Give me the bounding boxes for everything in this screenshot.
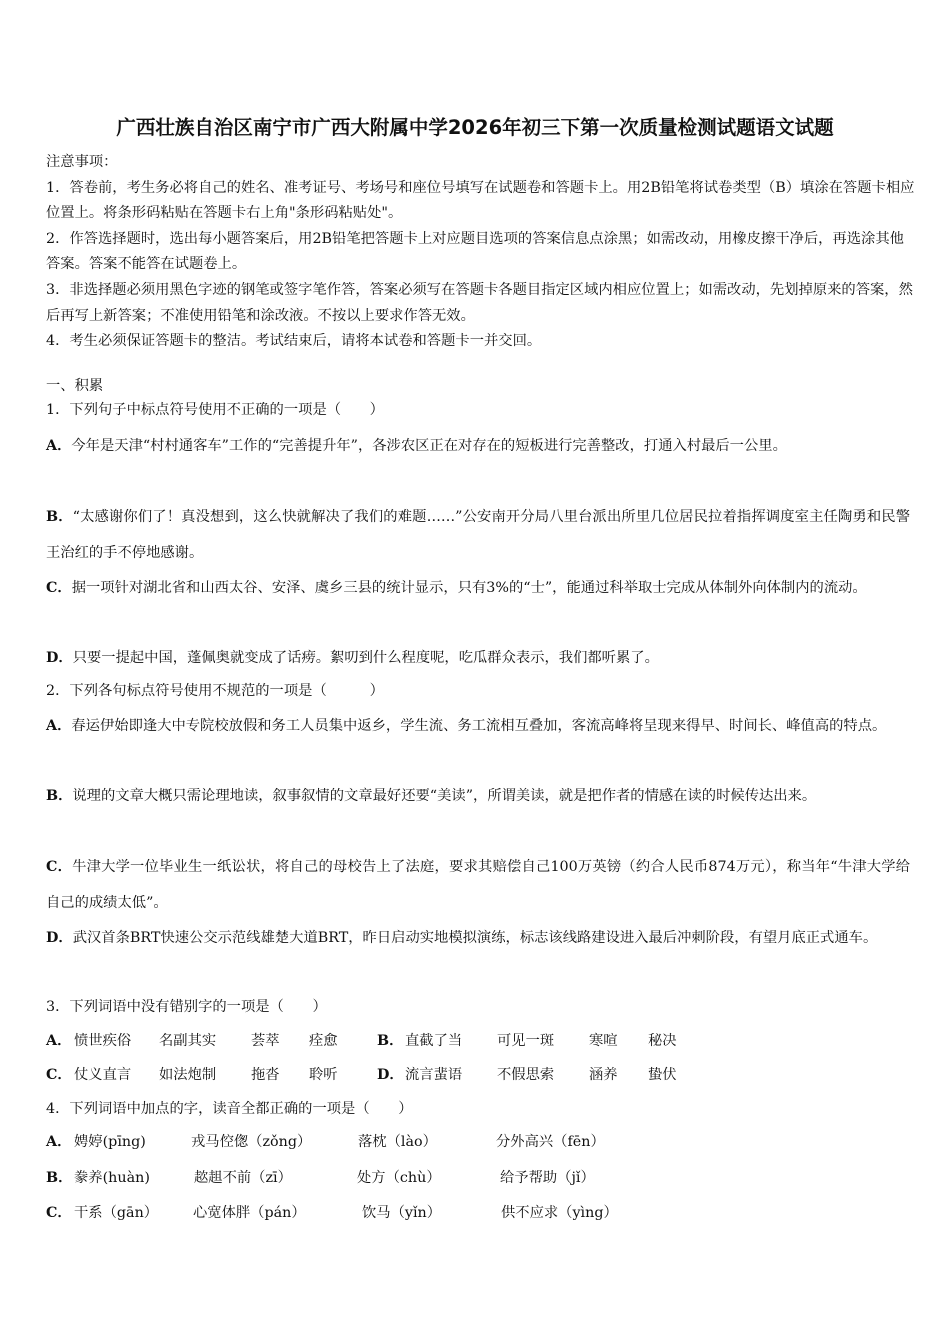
option-label: D． [46, 650, 73, 666]
option-item: 饮马（yǐn） [362, 1205, 442, 1221]
option-item: 给予帮助（jǐ） [500, 1170, 595, 1186]
option-item: 分外高兴（fēn） [496, 1134, 605, 1150]
option-label: A． [46, 438, 72, 454]
option-label: C． [46, 1067, 72, 1083]
option-label: C． [46, 1205, 72, 1221]
option-word: 名副其实 [159, 1033, 217, 1049]
option-word: 涵养 [589, 1067, 618, 1083]
option-label: A． [46, 718, 72, 734]
page-title: 广西壮族自治区南宁市广西大附属中学2026年初三下第一次质量检测试题语文试题 [116, 116, 834, 139]
option-text: 春运伊始即逢大中专院校放假和务工人员集中返乡，学生流、务工流相互叠加，客流高峰将呈现来得早、时间长、峰值高的特点。 [71, 718, 887, 734]
option-label: A． [46, 1033, 72, 1049]
option-label: C． [46, 859, 73, 875]
option-label: B． [377, 1033, 404, 1049]
option-label: D． [46, 930, 73, 946]
option-text: 据一项针对湖北省和山西太谷、安泽、虞乡三县的统计显示，只有3%的“士”，能通过科举取士完成从体制外向体制内的流动。 [71, 580, 867, 596]
question-3-stem: 3．下列词语中没有错别字的一项是（ ） [46, 999, 327, 1015]
note-item: 1．答卷前，考生务必将自己的姓名、准考证号、考场号和座位号填写在试题卷和答题卡上。用2B铅笔将试卷类型（B）填涂在答题卡相应位置上。将条形码粘贴在答题卡右上角"条形码粘贴处"。 [46, 179, 915, 222]
question-1-option-d [46, 640, 910, 676]
option-item: 趑趄不前（zī） [194, 1170, 292, 1186]
option-word: 如法炮制 [159, 1067, 217, 1083]
notes-heading: 注意事项： [46, 154, 118, 170]
question-1-option-c [46, 570, 910, 606]
option-label: B． [46, 1170, 73, 1186]
option-text: “太感谢你们了！真没想到，这么快就解决了我们的难题……”公安南开分局八里台派出所里几位居民拉着指挥调度室主任陶勇和民警王治红的手不停地感谢。 [46, 509, 910, 561]
question-2-option-c [46, 849, 910, 921]
notes-block [46, 150, 916, 355]
option-item: 豢养(huàn) [74, 1170, 150, 1186]
note-item: 4．考生必须保证答题卡的整洁。考试结束后，请将本试卷和答题卡一并交回。 [46, 333, 542, 350]
question-2-option-a [46, 708, 910, 744]
option-word: 蛰伏 [648, 1067, 677, 1083]
option-item: 供不应求（yìng） [501, 1205, 618, 1221]
option-word: 聆听 [309, 1067, 338, 1083]
option-item: 落枕（lào） [358, 1134, 437, 1150]
option-word: 荟萃 [251, 1033, 280, 1049]
option-label: B． [46, 788, 73, 804]
note-item: 3．非选择题必须用黑色字迹的钢笔或签字笔作答，答案必须写在答题卡各题目指定区域内相应位置上；如需改动，先划掉原来的答案，然后再写上新答案；不准使用铅笔和涂改液。不按以上要求作答无效。 [46, 281, 913, 324]
option-item: 干系（gān） [74, 1205, 159, 1221]
question-1-option-b [46, 499, 910, 571]
question-4-stem: 4．下列词语中加点的字，读音全都正确的一项是（ ） [46, 1101, 413, 1117]
option-item: 心宽体胖（pán） [193, 1205, 306, 1221]
option-word: 仗义直言 [74, 1067, 132, 1083]
option-item: 处方（chù） [357, 1170, 441, 1186]
option-text: 武汉首条BRT快速公交示范线雄楚大道BRT，昨日启动实地模拟演练，标志该线路建设进入最后冲刺阶段，有望月底正式通车。 [72, 930, 878, 946]
option-word: 秘决 [648, 1033, 677, 1049]
option-word: 愤世疾俗 [74, 1033, 132, 1049]
option-text: 牛津大学一位毕业生一纸讼状，将自己的母校告上了法庭，要求其赔偿自己100万英镑（约合人民币874万元），称当年“牛津大学给自己的成绩太低”。 [46, 859, 910, 911]
option-label: D． [377, 1067, 404, 1083]
question-1-stem: 1．下列句子中标点符号使用不正确的一项是（ ） [46, 402, 384, 418]
question-2-stem: 2．下列各句标点符号使用不规范的一项是（ ） [46, 683, 384, 699]
question-1-option-a [46, 428, 910, 464]
option-text: 今年是天津“村村通客车”工作的“完善提升年”，各涉农区正在对存在的短板进行完善整改，打通入村最后一公里。 [71, 438, 787, 454]
option-word: 拖沓 [251, 1067, 280, 1083]
question-2-option-d [46, 920, 910, 956]
option-word: 流言蜚语 [405, 1067, 463, 1083]
option-word: 寒喧 [589, 1033, 618, 1049]
option-item: 戎马倥偬（zǒng） [191, 1134, 312, 1150]
option-label: B． [46, 509, 73, 525]
option-label: C． [46, 580, 72, 596]
section-heading: 一、积累 [46, 378, 104, 394]
option-text: 说理的文章大概只需论理地读，叙事叙情的文章最好还要“美读”，所谓美读，就是把作者的情感在读的时候传达出来。 [72, 788, 817, 804]
note-item: 2．作答选择题时，选出每小题答案后，用2B铅笔把答题卡上对应题目选项的答案信息点涂黑；如需改动，用橡皮擦干净后，再选涂其他答案。答案不能答在试题卷上。 [46, 230, 904, 273]
question-2-option-b [46, 778, 910, 814]
option-word: 不假思索 [497, 1067, 555, 1083]
option-item: 娉婷(pīng) [74, 1134, 146, 1150]
option-text: 只要一提起中国，蓬佩奥就变成了话痨。絮叨到什么程度呢，吃瓜群众表示，我们都听累了。 [72, 650, 659, 666]
option-word: 痊愈 [309, 1033, 338, 1049]
option-label: A． [46, 1134, 72, 1150]
option-word: 直截了当 [405, 1033, 463, 1049]
option-word: 可见一斑 [497, 1033, 555, 1049]
